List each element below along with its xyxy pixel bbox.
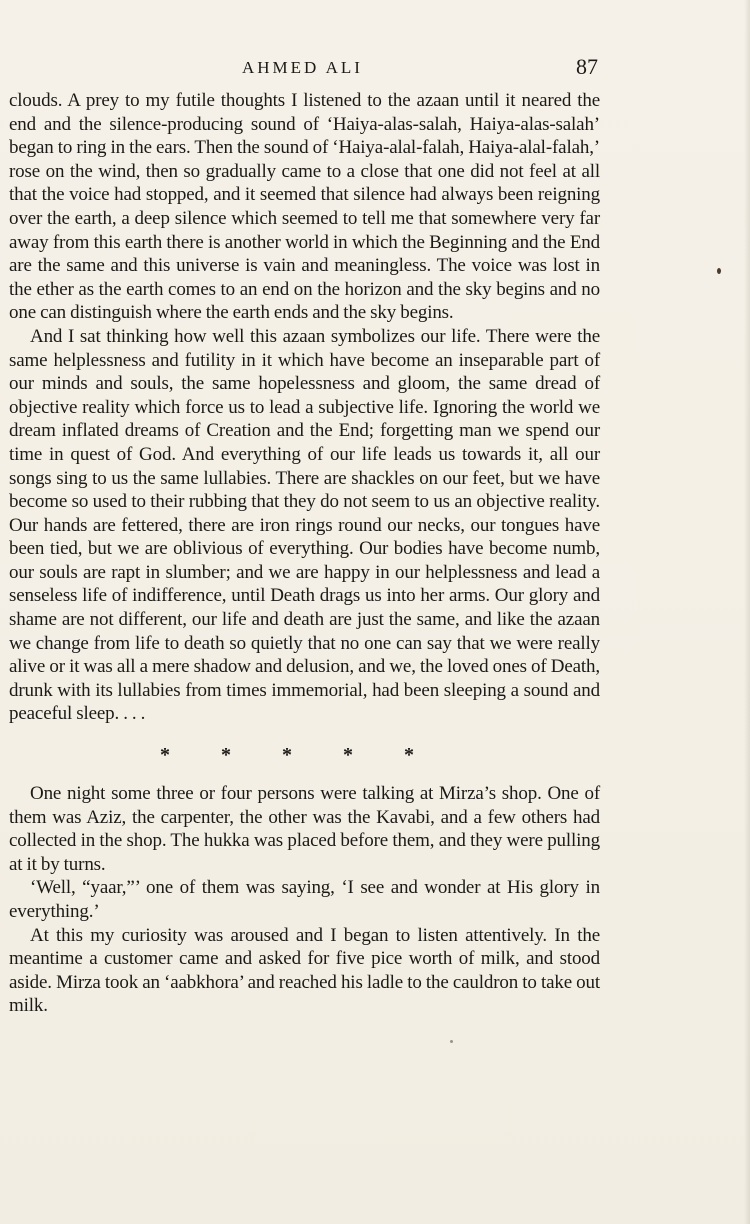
ink-speck xyxy=(717,268,721,274)
section-break: * * * * * xyxy=(160,744,414,767)
body-text xyxy=(9,89,600,1018)
running-head xyxy=(0,54,750,82)
paragraph-5: At this my curiosity was aroused and I began to listen attentively. In the meantime a customer came and asked for five pice worth of milk, and stood aside. Mirza took an ‘aabkhora’ and reached his ladle to the cauldron to take out milk. xyxy=(9,924,600,1017)
ink-speck xyxy=(450,1040,453,1043)
page-number: 87 xyxy=(576,54,598,79)
paragraph-1: clouds. A prey to my futile thoughts I listened to the azaan until it neared the end and the silence-producing sound of ‘Haiya-alas-salah, Haiya-alas-salah’ began to ring in the ears. Then the sound of ‘Haiya-alal-falah, Haiya-alal-falah,’ rose on the wind, then so gradually came to a close that one did not feel at all that the voice had stopped, and it seemed that silence had always been reigning over the earth, a deep silence which seemed to tell me that somewhere very far away from this earth there is another world in which the Beginning and the End are the same and this universe is vain and meaningless. The voice was lost in the ether as the earth comes to an end on the horizon and the sky begins and no one can distinguish where the earth ends and the sky begins. xyxy=(9,90,600,324)
paragraph-4: ‘Well, “yaar,”’ one of them was saying, ‘I see and wonder at His glory in everything.’ xyxy=(9,877,600,922)
running-head-author: AHMED ALI xyxy=(242,58,363,77)
paragraph-2: And I sat thinking how well this azaan symbolizes our life. There were the same helplessness and futility in it which have become an inseparable part of our minds and souls, the same hopelessness and gloom, the same dread of objective reality which force us to lead a subjective life. Ignoring the world we dream inflated dreams of Creation and the End; forgetting man we spend our time in quest of God. And everything of our life leads us towards it, all our songs sing to us the same lullabies. There are shackles on our feet, but we have become so used to their rubbing that they do not seem to us an objective reality. Our hands are fettered, there are iron rings round our necks, our tongues have been tied, but we are oblivious of everything. Our bodies have become numb, our souls are rapt in slumber; and we are happy in our helplessness and lead a senseless life of indifference, until Death drags us into her arms. Our glory and shame are not different, our life and death are just the same, and like the azaan we change from life to death so quietly that no one can say that we were really alive or it was all a mere shadow and delusion, and we, the loved ones of Death, drunk with its lullabies from times immemorial, had been sleeping a sound and peaceful sleep. . . . xyxy=(9,325,600,725)
paragraph-3: One night some three or four persons were talking at Mirza’s shop. One of them was Aziz, the carpenter, the other was the Kavabi, and a few others had collected in the shop. The hukka was placed before them, and they were pulling at it by turns. xyxy=(9,783,600,875)
page-edge-shadow xyxy=(744,0,750,1224)
